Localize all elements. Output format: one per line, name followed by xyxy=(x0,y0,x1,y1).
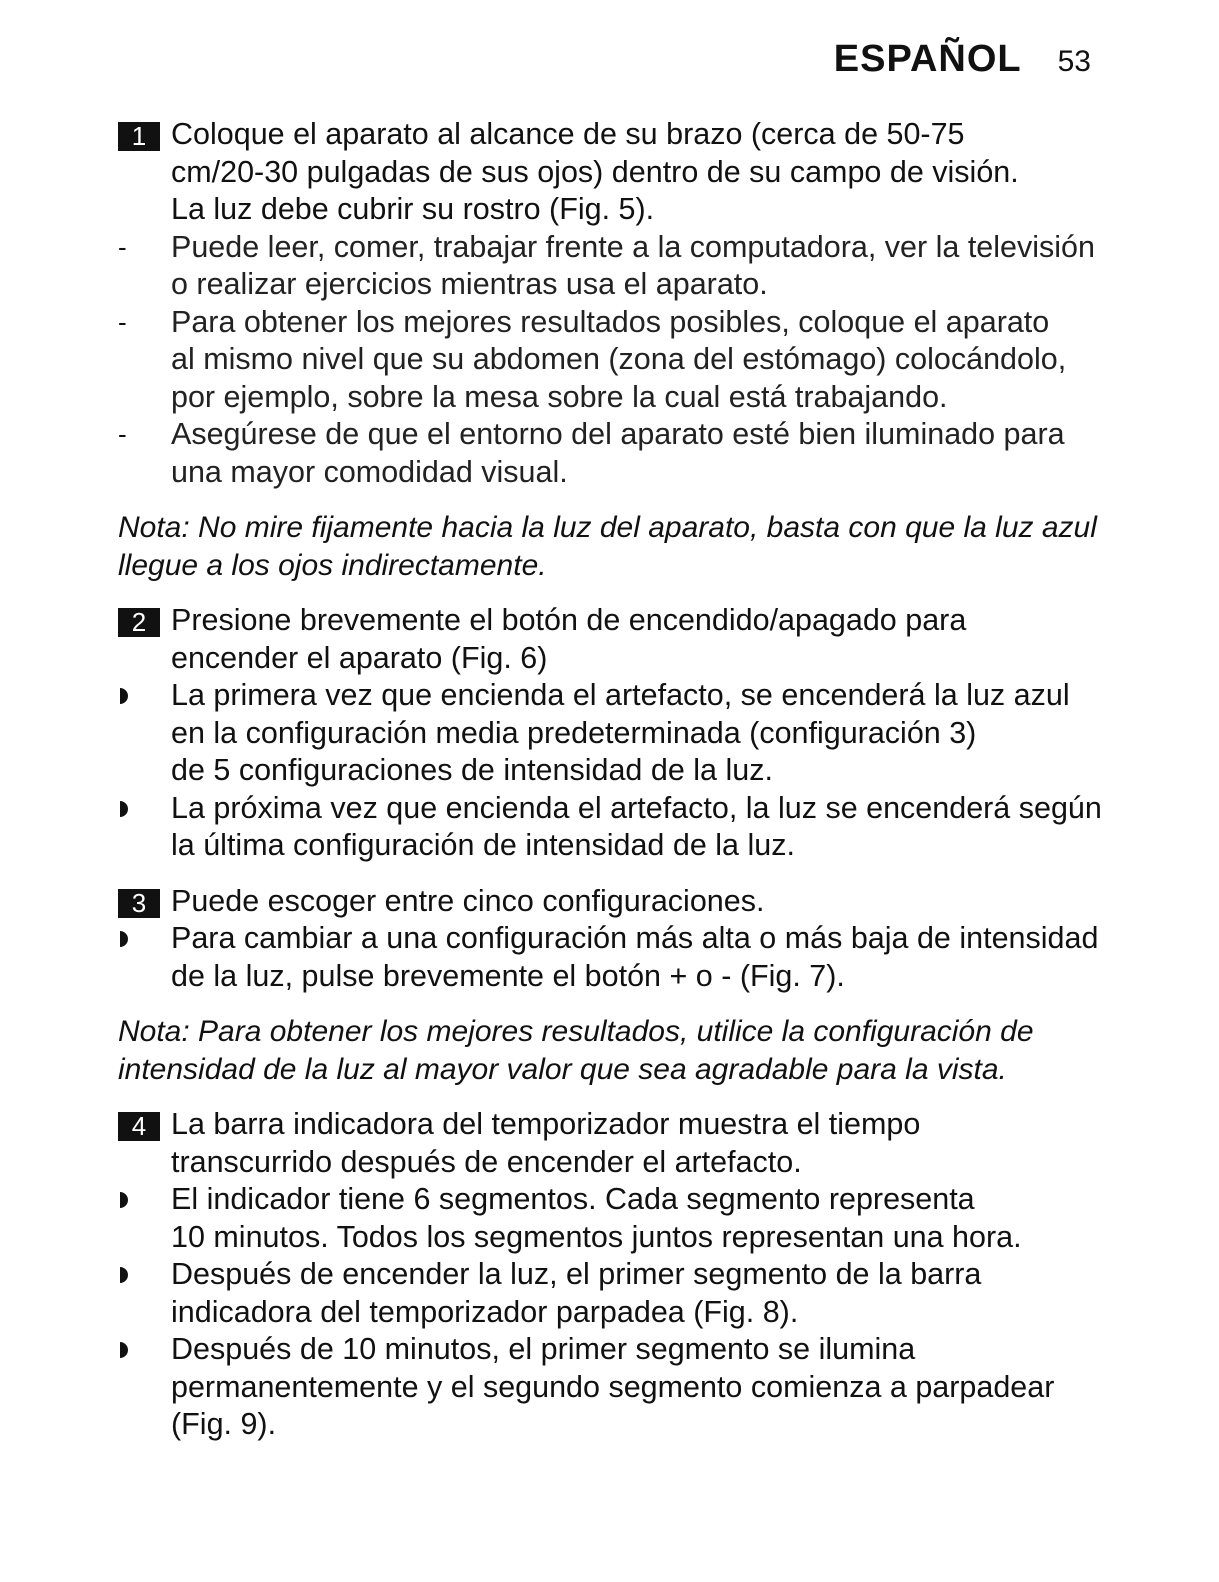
bullet-line: de la luz, pulse brevemente el botón + o - (Fig. 7). xyxy=(171,958,845,993)
step-line: Presione brevemente el botón de encendido/apagado para xyxy=(171,603,967,637)
bullet-line: La próxima vez que encienda el artefacto, la luz se encenderá según xyxy=(171,790,1102,825)
bullet-line: Para cambiar a una configuración más alta o más baja de intensidad xyxy=(171,921,1099,955)
dash-marker: - xyxy=(118,231,127,262)
step-4 xyxy=(118,1106,1098,1181)
note-line: Nota: No mire fijamente hacia la luz del aparato, basta con que la luz azul xyxy=(118,511,1097,544)
dash-item xyxy=(118,416,1098,491)
result-bullet xyxy=(118,920,1098,995)
step-number-badge: 2 xyxy=(118,608,160,637)
bullet-line: Después de 10 minutos, el primer segmento se ilumina xyxy=(171,1332,916,1366)
language-label: ESPAÑOL xyxy=(833,38,1022,80)
step-line: transcurrido después de encender el artefacto. xyxy=(171,1144,802,1179)
dash-marker: - xyxy=(118,306,127,337)
half-circle-bullet-icon xyxy=(120,1342,128,1358)
result-bullet xyxy=(118,677,1098,790)
bullet-line: El indicador tiene 6 segmentos. Cada segmento representa xyxy=(171,1182,975,1216)
half-circle-bullet-icon xyxy=(120,1267,128,1283)
bullet-line: indicadora del temporizador parpadea (Fig. 8). xyxy=(171,1294,799,1329)
dash-item xyxy=(118,229,1098,304)
note-1 xyxy=(118,509,1098,584)
dash-line: Asegúrese de que el entorno del aparato esté bien iluminado para xyxy=(171,417,1065,451)
result-bullet xyxy=(118,1331,1098,1444)
dash-item xyxy=(118,304,1098,417)
bullet-line: la última configuración de intensidad de la luz. xyxy=(171,828,795,862)
step-line: La luz debe cubrir su rostro (Fig. 5). xyxy=(171,192,655,226)
result-bullet xyxy=(118,1256,1098,1331)
dash-line: Para obtener los mejores resultados posibles, coloque el aparato xyxy=(171,304,1050,339)
bullet-line: de 5 configuraciones de intensidad de la luz. xyxy=(171,753,773,787)
dash-marker: - xyxy=(118,419,127,449)
page-header xyxy=(834,38,1091,81)
result-bullet xyxy=(118,1181,1098,1256)
half-circle-bullet-icon xyxy=(120,931,128,947)
bullet-line: 10 minutos. Todos los segmentos juntos representan una hora. xyxy=(171,1219,1022,1254)
step-number-badge: 3 xyxy=(118,889,160,918)
dash-line: al mismo nivel que su abdomen (zona del estómago) colocándolo, xyxy=(171,342,1067,376)
note-line: llegue a los ojos indirectamente. xyxy=(118,548,547,582)
half-circle-bullet-icon xyxy=(120,801,128,817)
dash-line: o realizar ejercicios mientras usa el aparato. xyxy=(171,267,768,301)
bullet-line: permanentemente y el segundo segmento comienza a parpadear xyxy=(171,1369,1055,1404)
step-line: cm/20-30 pulgadas de sus ojos) dentro de su campo de visión. xyxy=(171,154,1019,189)
step-number-badge: 1 xyxy=(118,122,160,151)
bullet-line: La primera vez que encienda el artefacto, se encenderá la luz azul xyxy=(171,678,1070,712)
note-2 xyxy=(118,1013,1098,1088)
half-circle-bullet-icon xyxy=(120,1192,128,1208)
half-circle-bullet-icon xyxy=(120,688,128,704)
step-line: La barra indicadora del temporizador muestra el tiempo xyxy=(171,1107,921,1141)
step-line: encender el aparato (Fig. 6) xyxy=(171,640,548,675)
dash-line: una mayor comodidad visual. xyxy=(171,454,568,489)
step-line: Coloque el aparato al alcance de su brazo (cerca de 50-75 xyxy=(171,117,965,151)
dash-line: Puede leer, comer, trabajar frente a la computadora, ver la televisión xyxy=(171,229,1095,264)
step-1 xyxy=(118,116,1098,229)
note-line: intensidad de la luz al mayor valor que sea agradable para la vista. xyxy=(118,1052,1007,1086)
dash-line: por ejemplo, sobre la mesa sobre la cual está trabajando. xyxy=(171,379,948,414)
step-line: Puede escoger entre cinco configuraciones. xyxy=(171,883,765,918)
step-2 xyxy=(118,602,1098,677)
bullet-line: (Fig. 9). xyxy=(171,1407,277,1441)
note-line: Nota: Para obtener los mejores resultados, utilice la configuración de xyxy=(118,1015,1034,1048)
instructions-body xyxy=(118,116,1102,1444)
step-3 xyxy=(118,883,1098,921)
step-number-badge: 4 xyxy=(118,1112,160,1141)
bullet-line: Después de encender la luz, el primer segmento de la barra xyxy=(171,1257,982,1291)
bullet-line: en la configuración media predeterminada (configuración 3) xyxy=(171,715,977,750)
page-number: 53 xyxy=(1057,45,1091,78)
result-bullet xyxy=(118,790,1102,865)
